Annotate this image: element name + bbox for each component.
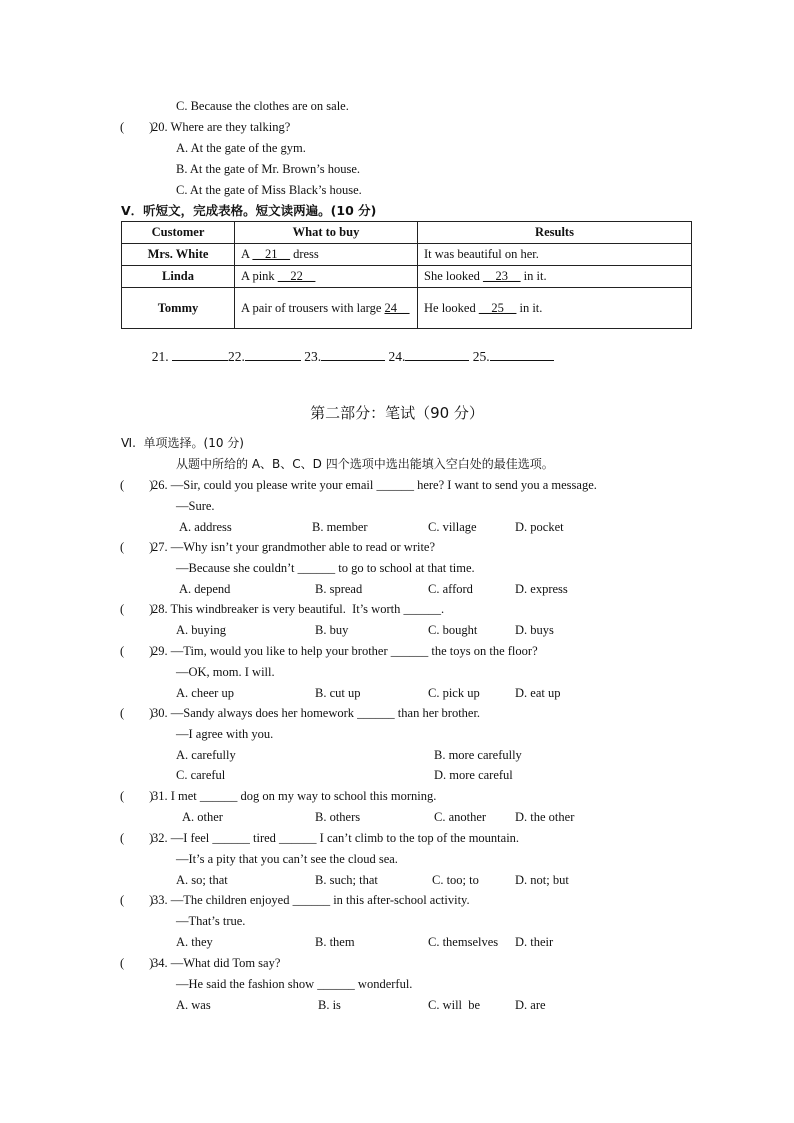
q33-option-b[interactable]: B. them	[315, 935, 355, 949]
q20-answer-paren[interactable]: ( )	[120, 120, 154, 134]
q31-stem: 31. I met ______ dog on my way to school this morning.	[152, 789, 437, 803]
header-customer: Customer	[122, 222, 235, 244]
q27-option-b[interactable]: B. spread	[315, 582, 363, 596]
q27-option-d[interactable]: D. express	[515, 582, 568, 596]
q34-option-c[interactable]: C. will be	[428, 998, 481, 1012]
q26-stem: 26. —Sir, could you please write your email ______ here? I want to send you a message.	[152, 478, 597, 492]
q29-option-b[interactable]: B. cut up	[315, 686, 361, 700]
q29-option-a[interactable]: A. cheer up	[176, 686, 234, 700]
result-cell	[418, 244, 692, 266]
answer-label-21: 21.	[151, 349, 169, 364]
q19-option-c: C. Because the clothes are on sale.	[176, 99, 349, 113]
blank-23[interactable]: __23__	[483, 269, 521, 283]
table-row	[122, 288, 692, 329]
header-what-to-buy: What to buy	[235, 222, 418, 244]
q27-stem: 27. —Why isn’t your grandmother able to read or write?	[152, 540, 436, 554]
q28-stem: 28. This windbreaker is very beautiful. It’s worth ______.	[152, 602, 445, 616]
q20-stem: 20. Where are they talking?	[152, 120, 291, 134]
q30-reply: —I agree with you.	[176, 727, 274, 741]
table-row	[122, 244, 692, 266]
q31-option-b[interactable]: B. others	[315, 810, 361, 824]
result-text: He looked	[424, 300, 479, 315]
result-text-post: in it.	[516, 300, 543, 315]
q28-option-c[interactable]: C. bought	[428, 623, 478, 637]
q28-option-a[interactable]: A. buying	[176, 623, 226, 637]
q33-option-a[interactable]: A. they	[176, 935, 213, 949]
what-cell	[235, 288, 418, 329]
q28-option-b[interactable]: B. buy	[315, 623, 349, 637]
q27-option-c[interactable]: C. afford	[428, 582, 473, 596]
q30-option-a[interactable]: A. carefully	[176, 748, 236, 762]
q34-option-d[interactable]: D. are	[515, 998, 546, 1012]
q33-option-c[interactable]: C. themselves	[428, 935, 499, 949]
what-cell	[235, 244, 418, 266]
q26-reply: —Sure.	[176, 499, 215, 513]
table-row	[122, 266, 692, 288]
q26-option-c[interactable]: C. village	[428, 520, 477, 534]
q34-stem: 34. —What did Tom say?	[152, 956, 281, 970]
blank-21[interactable]: __21__	[252, 247, 290, 261]
q20-option-c: C. At the gate of Miss Black’s house.	[176, 183, 362, 197]
result-text: It was beautiful on her.	[424, 247, 539, 261]
q34-option-a[interactable]: A. was	[176, 998, 211, 1012]
answer-label-25: 25.	[472, 349, 490, 364]
q33-reply: —That’s true.	[176, 914, 246, 928]
blank-22[interactable]: __22__	[277, 269, 316, 283]
customer-cell: Mrs. White	[122, 244, 235, 266]
answer-blank-22[interactable]	[245, 348, 301, 361]
q32-reply: —It’s a pity that you can’t see the cloud sea.	[176, 852, 398, 866]
q34-option-b[interactable]: B. is	[318, 998, 341, 1012]
q28-answer-paren[interactable]: ( )	[120, 602, 154, 616]
section6-instruction: 从题中所给的 A、B、C、D 四个选项中选出能填入空白处的最佳选项。	[176, 457, 554, 471]
section5-heading: V．听短文，完成表格。短文读两遍。(10 分)	[121, 203, 377, 218]
answer-label-23: 23.	[304, 349, 322, 364]
q28-option-d[interactable]: D. buys	[515, 623, 554, 637]
blank-24[interactable]: 24__	[384, 300, 410, 315]
answer-label-22: 22.	[228, 349, 245, 364]
what-text: A pink	[241, 269, 278, 283]
header-results: Results	[418, 222, 692, 244]
answer-label-24: 24.	[388, 349, 406, 364]
q31-option-d[interactable]: D. the other	[515, 810, 575, 824]
q32-option-c[interactable]: C. too; to	[432, 873, 479, 887]
q29-reply: —OK, mom. I will.	[176, 665, 275, 679]
q30-option-d[interactable]: D. more careful	[434, 768, 513, 782]
result-cell	[418, 288, 692, 329]
q32-stem: 32. —I feel ______ tired ______ I can’t climb to the top of the mountain.	[152, 831, 520, 845]
q26-option-b[interactable]: B. member	[312, 520, 368, 534]
q31-answer-paren[interactable]: ( )	[120, 789, 154, 803]
q30-option-b[interactable]: B. more carefully	[434, 748, 522, 762]
result-cell	[418, 266, 692, 288]
customer-cell: Tommy	[122, 288, 235, 329]
q30-option-c[interactable]: C. careful	[176, 768, 226, 782]
what-text: A	[241, 247, 253, 261]
q31-option-a[interactable]: A. other	[182, 810, 223, 824]
q34-answer-paren[interactable]: ( )	[120, 956, 154, 970]
q32-option-d[interactable]: D. not; but	[515, 873, 569, 887]
section6-heading: Ⅵ. 单项选择。(10 分)	[121, 436, 244, 450]
answer-line	[145, 332, 554, 365]
q29-option-d[interactable]: D. eat up	[515, 686, 561, 700]
q30-answer-paren[interactable]: ( )	[120, 706, 154, 720]
table-header-row	[122, 222, 692, 244]
q33-stem: 33. —The children enjoyed ______ in this after-school activity.	[152, 893, 470, 907]
q29-answer-paren[interactable]: ( )	[120, 644, 154, 658]
q31-option-c[interactable]: C. another	[434, 810, 487, 824]
answer-blank-24[interactable]	[405, 348, 469, 361]
q32-answer-paren[interactable]: ( )	[120, 831, 154, 845]
result-text: She looked	[424, 269, 484, 283]
what-text: A pair of trousers with large	[241, 300, 385, 315]
q33-answer-paren[interactable]: ( )	[120, 893, 154, 907]
q26-option-d[interactable]: D. pocket	[515, 520, 564, 534]
q32-option-a[interactable]: A. so; that	[176, 873, 228, 887]
q29-stem: 29. —Tim, would you like to help your brother ______ the toys on the floor?	[152, 644, 538, 658]
blank-25[interactable]: __25__	[478, 300, 517, 315]
customer-cell: Linda	[122, 266, 235, 288]
q34-reply: —He said the fashion show ______ wonderful.	[176, 977, 413, 991]
what-text-post: dress	[289, 247, 319, 261]
q33-option-d[interactable]: D. their	[515, 935, 554, 949]
q32-option-b[interactable]: B. such; that	[315, 873, 378, 887]
q26-answer-paren[interactable]: ( )	[120, 478, 154, 492]
result-text-post: in it.	[520, 269, 547, 283]
q20-option-a: A. At the gate of the gym.	[176, 141, 306, 155]
answer-blank-23[interactable]	[321, 348, 385, 361]
listening-table	[121, 221, 692, 329]
answer-blank-21[interactable]	[172, 348, 228, 361]
part2-title: 第二部分：笔试（90 分）	[310, 404, 484, 422]
what-cell	[235, 266, 418, 288]
q27-reply: —Because she couldn’t ______ to go to school at that time.	[176, 561, 475, 575]
q30-stem: 30. —Sandy always does her homework ______ than her brother.	[152, 706, 481, 720]
q20-option-b: B. At the gate of Mr. Brown’s house.	[176, 162, 361, 176]
q29-option-c[interactable]: C. pick up	[428, 686, 480, 700]
q27-option-a[interactable]: A. depend	[179, 582, 231, 596]
q27-answer-paren[interactable]: ( )	[120, 540, 154, 554]
answer-blank-25[interactable]	[490, 348, 554, 361]
q26-option-a[interactable]: A. address	[179, 520, 232, 534]
